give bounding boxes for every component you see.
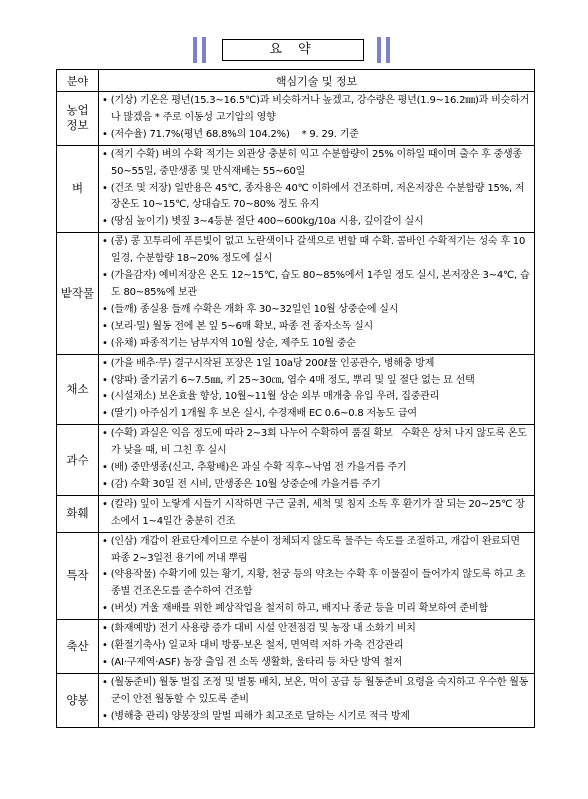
row-content bbox=[99, 425, 535, 496]
bullet-item: • (환절기축사) 일교차 대비 방풍·보온 철저, 면역력 저하 가축 건강관리 bbox=[102, 638, 531, 655]
row-category: 양봉 bbox=[57, 673, 99, 727]
header-content: 핵심기술 및 정보 bbox=[99, 70, 535, 92]
summary-table bbox=[56, 69, 535, 728]
title-bar-decoration bbox=[386, 37, 390, 63]
row-content bbox=[99, 145, 535, 233]
title-bar-decoration bbox=[202, 37, 206, 63]
table-row bbox=[57, 425, 535, 496]
bullet-item: • (저수율) 71.7%(평년 68.8%의 104.2%) * 9. 29. 기준 bbox=[102, 127, 531, 144]
row-category: 밭작물 bbox=[57, 233, 99, 354]
bullet-item: • (버섯) 겨울 재배를 위한 폐상작업을 철저히 하고, 배지나 종균 등을 미리 확보하여 준비함 bbox=[102, 601, 531, 618]
bullet-item: • (딸기) 아주심기 1개월 후 보온 실시, 수경재배 EC 0.6~0.8 저농도 급여 bbox=[102, 406, 531, 423]
row-content bbox=[99, 673, 535, 727]
table-row bbox=[57, 145, 535, 233]
row-category: 채소 bbox=[57, 354, 99, 425]
bullet-item: • (시설채소) 보온효율 향상, 10월~11월 상순 외부 매개충 유입 우려, 집중관리 bbox=[102, 389, 531, 406]
header-category: 분야 bbox=[57, 70, 99, 92]
bullet-item: • (수확) 과실은 익음 정도에 따라 2~3회 나누어 수확하여 품질 확보 수확은 상처 나지 않도록 온도가 낮을 때, 비 그친 후 실시 bbox=[102, 426, 531, 460]
bullet-item: • (땅심 높이기) 볏짚 3~4등분 절단 400~600kg/10a 시용, 깊이갈이 실시 bbox=[102, 214, 531, 231]
row-category: 과수 bbox=[57, 425, 99, 496]
table-row bbox=[57, 673, 535, 727]
bullet-item: • (적기 수확) 벼의 수확 적기는 외관상 충분히 익고 수분함량이 25% 이하일 때이며 출수 후 중생종 50~55일, 중만생종 및 만식재배는 55~60일 bbox=[102, 147, 531, 181]
row-content bbox=[99, 495, 535, 532]
bullet-item: • (화재예방) 전기 사용량 증가 대비 시설 안전점검 및 농장 내 소화기 비치 bbox=[102, 621, 531, 638]
row-category: 특작 bbox=[57, 532, 99, 620]
row-content bbox=[99, 233, 535, 354]
table-row bbox=[57, 92, 535, 146]
row-category: 축산 bbox=[57, 620, 99, 674]
title-area bbox=[0, 37, 588, 63]
bullet-item: • (인삼) 개갑이 완료단계이므로 수분이 정체되지 않도록 물주는 속도를 조절하고, 개갑이 완료되면 파종 2~3일전 용기에 꺼내 뿌림 bbox=[102, 534, 531, 568]
table-header-row bbox=[57, 70, 535, 92]
bullet-item: • (가을 배추·무) 결구시작된 포장은 1일 10a당 200ℓ물 인공관수, 병해충 방제 bbox=[102, 356, 531, 373]
row-content bbox=[99, 620, 535, 674]
table-row bbox=[57, 354, 535, 425]
bullet-item: • (월동준비) 월동 벌집 조정 및 벌통 배치, 보온, 먹이 공급 등 월동준비 요령을 숙지하고 우수한 월동군이 안전 월동할 수 있도록 준비 bbox=[102, 675, 531, 709]
row-category: 화훼 bbox=[57, 495, 99, 532]
bullet-item: • (AI·구제역·ASF) 농장 출입 전 소독 생활화, 울타리 등 차단 방역 철저 bbox=[102, 655, 531, 672]
bullet-item: • (건조 및 저장) 일반용은 45℃, 종자용은 40℃ 이하에서 건조하며, 저온저장은 수분함량 15%, 저장온도 10~15℃, 상대습도 70~80% 정도 유지 bbox=[102, 181, 531, 215]
bullet-item: • (감) 수확 30일 전 시비, 만생종은 10월 상중순에 가을거름 주기 bbox=[102, 477, 531, 494]
table-row bbox=[57, 620, 535, 674]
row-content bbox=[99, 354, 535, 425]
row-content bbox=[99, 532, 535, 620]
bullet-item: • (들깨) 종실용 들깨 수확은 개화 후 30~32일인 10월 상중순에 실시 bbox=[102, 302, 531, 319]
row-category: 벼 bbox=[57, 145, 99, 233]
row-category: 농업 정보 bbox=[57, 92, 99, 146]
table-row bbox=[57, 495, 535, 532]
title-bar-decoration bbox=[193, 37, 197, 63]
bullet-item: • (가을감자) 예비저장은 온도 12~15℃, 습도 80~85%에서 1주일 정도 실시, 본저장은 3~4℃, 습도 80~85%에 보관 bbox=[102, 268, 531, 302]
bullet-item: • (약용작물) 수확기에 있는 황기, 지황, 천궁 등의 약초는 수확 후 이물질이 들어가지 않도록 하고 초종별 건조온도를 준수하여 건조함 bbox=[102, 567, 531, 601]
table-row bbox=[57, 233, 535, 354]
bullet-item: • (병해충 관리) 양봉장의 말벌 피해가 최고조로 달하는 시기로 적극 방제 bbox=[102, 709, 531, 726]
bullet-item: • (유채) 파종적기는 남부지역 10월 상순, 제주도 10월 중순 bbox=[102, 336, 531, 353]
bullet-item: • (콩) 콩 꼬투리에 푸른빛이 없고 노란색이나 갈색으로 변할 때 수확. 콤바인 수확적기는 성숙 후 10일경, 수분함량 18~20% 정도에 실시 bbox=[102, 234, 531, 268]
bullet-item: • (양파) 줄기굵기 6~7.5㎜, 키 25~30㎝, 엽수 4매 정도, 뿌리 및 잎 절단 없는 묘 선택 bbox=[102, 373, 531, 390]
row-content bbox=[99, 92, 535, 146]
table-body bbox=[57, 92, 535, 728]
bullet-item: • (칼라) 잎이 노랗게 시들기 시작하면 구근 굴취, 세척 및 침지 소독 후 환기가 잘 되는 20~25℃ 장소에서 1~4일간 충분히 건조 bbox=[102, 497, 531, 531]
title-bar-decoration bbox=[377, 37, 381, 63]
bullet-item: • (보리·밀) 월동 전에 본 잎 5~6매 확보, 파종 전 종자소독 실시 bbox=[102, 319, 531, 336]
bullet-item: • (기상) 기온은 평년(15.3~16.5℃)과 비슷하거나 높겠고, 강수량은 평년(1.9~16.2㎜)과 비슷하거나 많겠음 * 주로 이동성 고기압의 영향 bbox=[102, 93, 531, 127]
table-row bbox=[57, 532, 535, 620]
page-title: 요 약 bbox=[222, 39, 364, 61]
bullet-item: • (배) 중만생종(신고, 추황배)은 과실 수확 직후~낙엽 전 가을거름 주기 bbox=[102, 460, 531, 477]
